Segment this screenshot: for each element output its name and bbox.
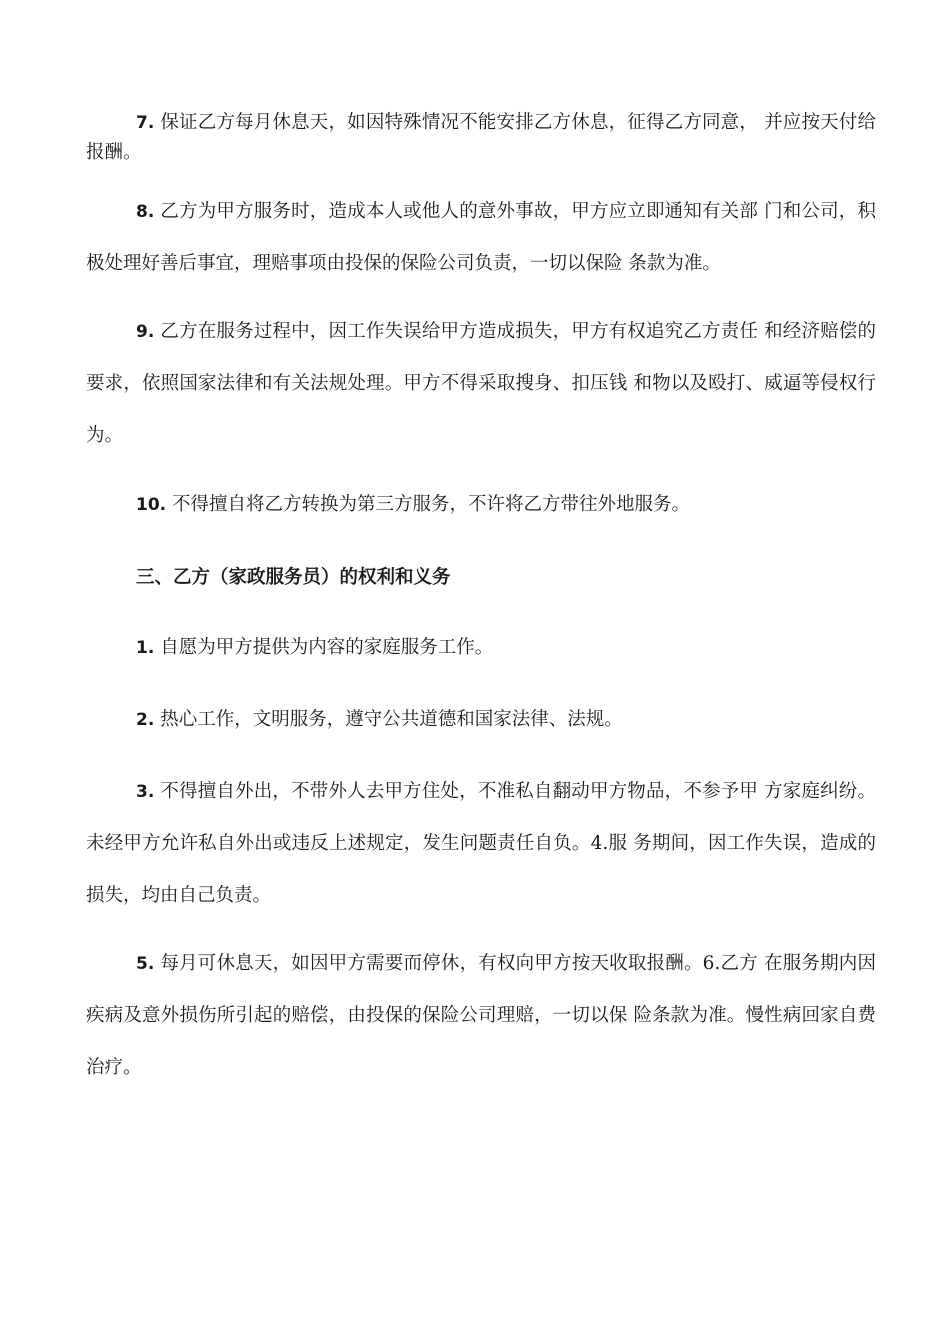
clause-text: 不得擅自将乙方转换为第三方服务，不许将乙方带往外地服务。 [172,494,691,515]
clause-text: 乙方在服务过程中，因工作失误给甲方造成损失，甲方有权追究乙方责任 和经济赔偿的要求，依照国家法律和有关法规处理。甲方不得采取搜身、扣压钱 和物以及殴打、威逼等侵权行为。 [86,321,876,446]
item-text: 不得擅自外出，不带外人去甲方住处，不准私自翻动甲方物品，不参予甲 方家庭纠纷。未经甲方允许私自外出或违反上述规定，发生问题责任自负。4.服 务期间，因工作失误，造成的损失，均由自己负责。 [86,781,876,906]
clause-8 [86,186,876,290]
item-number: 1. [136,638,155,658]
item-number: 2. [136,710,155,730]
item-number: 5. [136,954,155,974]
clause-text: 保证乙方每月休息天，如因特殊情况不能安排乙方休息，征得乙方同意， 并应按天付给报酬。 [86,112,876,163]
item-5 [86,938,876,1094]
clause-number: 10. [136,495,167,515]
section-heading: 三、乙方（家政服务员）的权利和义务 [136,567,451,588]
item-text: 热心工作，文明服务，遵守公共道德和国家法律、法规。 [160,709,623,730]
item-text: 每月可休息天，如因甲方需要而停休，有权向甲方按天收取报酬。6.乙方 在服务期内因疾病及意外损伤所引起的赔偿，由投保的保险公司理赔，一切以保 险条款为准。慢性病回家自费治疗。 [86,953,876,1078]
item-text: 自愿为甲方提供为内容的家庭服务工作。 [160,637,494,658]
clause-10 [86,479,876,531]
clause-text: 乙方为甲方服务时，造成本人或他人的意外事故，甲方应立即通知有关部 门和公司，积极处理好善后事宜，理赔事项由投保的保险公司负责，一切以保险 条款为准。 [86,201,876,274]
item-3 [86,766,876,922]
clause-number: 7. [136,113,155,133]
item-2 [86,694,876,746]
clause-number: 8. [136,202,155,222]
clause-9 [86,306,876,462]
clause-7 [86,108,876,168]
item-number: 3. [136,782,155,802]
clause-number: 9. [136,322,155,342]
item-1 [86,622,876,674]
